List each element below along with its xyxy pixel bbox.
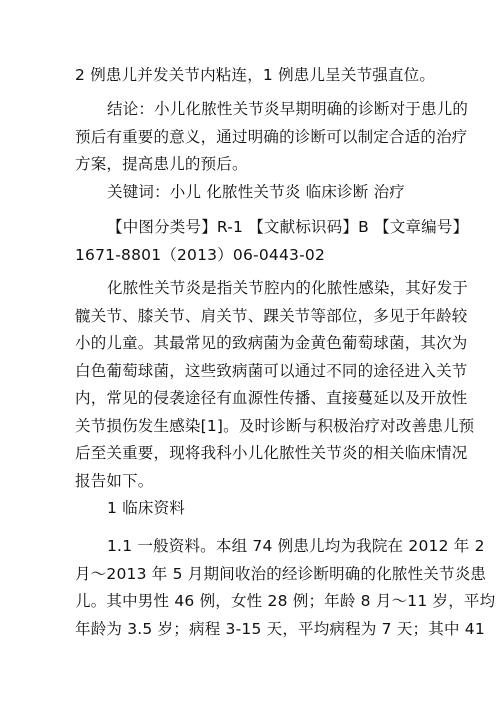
text-line: 关节损伤发生感染[1]。及时诊断与积极治疗对改善患儿预 — [75, 416, 475, 435]
text-line: 髋关节、膝关节、肩关节、踝关节等部位，多见于年龄较 — [75, 306, 468, 325]
text-line: 1 临床资料 — [107, 499, 185, 517]
text-line: 后至关重要，现将我科小儿化脓性关节炎的相关临床情况 — [75, 444, 468, 462]
keywords-paragraph — [75, 179, 427, 207]
complication-summary-paragraph — [75, 62, 436, 90]
section-heading — [75, 495, 427, 523]
text-line: 1671-8801（2013）06-0443-02 — [75, 245, 326, 264]
general-data-paragraph — [75, 533, 496, 643]
text-line: 关键词：小儿 化脓性关节炎 临床诊断 治疗 — [107, 183, 405, 201]
text-line: 【中图分类号】R-1 【文献标识码】B 【文章编号】 — [107, 218, 469, 236]
text-line: 年龄为 3.5 岁；病程 3-15 天，平均病程为 7 天；其中 41 — [75, 619, 485, 638]
text-line: 化脓性关节炎是指关节腔内的化脓性感染，其好发于 — [107, 279, 469, 297]
text-line: 结论：小儿化脓性关节炎早期明确的诊断对于患儿的 — [107, 100, 469, 118]
text-line: 内，常见的侵袭途径有血源性传播、直接蔓延以及开放性 — [75, 389, 468, 407]
text-line: 儿。其中男性 46 例，女性 28 例；年龄 8 月～11 岁，平均 — [75, 592, 496, 610]
text-line: 白色葡萄球菌，这些致病菌可以通过不同的途径进入关节 — [75, 361, 468, 380]
text-line: 1.1 一般资料。本组 74 例患儿均为我院在 2012 年 2 — [107, 537, 485, 555]
text-line: 方案，提高患儿的预后。 — [75, 155, 248, 173]
conclusion-paragraph — [75, 96, 469, 179]
text-line: 2 例患儿并发关节内粘连，1 例患儿呈关节强直位。 — [75, 66, 436, 84]
text-line: 报告如下。 — [75, 471, 154, 490]
introduction-paragraph — [75, 275, 475, 495]
text-line: 小的儿童。其最常见的致病菌为金黄色葡萄球菌，其次为 — [75, 334, 468, 352]
classification-paragraph — [75, 214, 469, 269]
text-line: 预后有重要的意义，通过明确的诊断可以制定合适的治疗 — [75, 127, 468, 146]
text-line: 月～2013 年 5 月期间收治的经诊断明确的化脓性关节炎患 — [75, 564, 487, 583]
